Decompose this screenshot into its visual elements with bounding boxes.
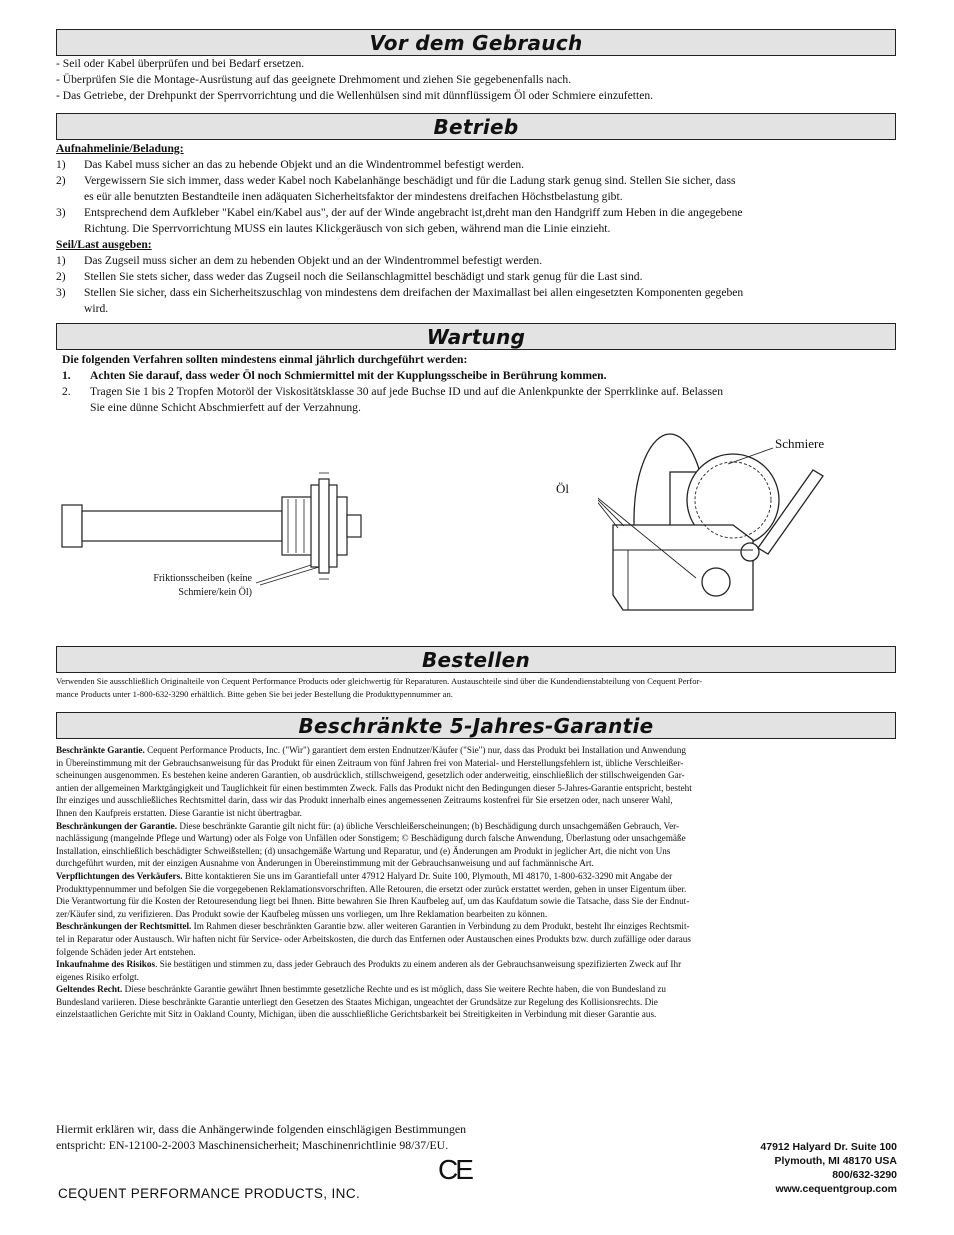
shaft-body [82,511,282,541]
warranty-line [56,983,886,996]
warranty-line [56,769,886,782]
warranty-heading: Inkaufnahme des Risikos [56,959,156,970]
section-header-warranty [56,712,896,739]
warranty-text: einzelstaatlichen Gerichte mit Sitz in Oakland County, Michigan, üben die ausschließliche Gerichtsbarkeit bei Streitigkeiten in Verbindung mit dieser Garantie aus. [56,1009,657,1020]
warranty-paragraph [56,820,886,870]
friction-disc [311,485,319,567]
warranty-line [56,744,886,757]
warranty-text: Ihr einziges und ausschließliches Rechtsmittel darin, dass wir das Produkt innerhalb eines angemessenen Zeitraums kostenfrei für Sie ersetzen oder, nach unserer Wahl, [56,795,673,806]
website-link[interactable]: www.cequentgroup.com [775,1183,897,1195]
section-header-maintenance [56,323,896,350]
item-number: 1) [56,158,66,171]
warranty-paragraph [56,958,886,983]
item-number: 2) [56,174,66,187]
item-number: 3) [56,206,66,219]
item-number: 3) [56,286,66,299]
list-item [56,205,896,237]
friction-discs-label [120,572,252,600]
section-header-before-use [56,29,896,56]
item-number: 2. [62,385,71,398]
warranty-text: Diese beschränkte Garantie gewährt Ihnen bestimmte gesetzliche Rechte und es ist möglich, dass Sie weitere Rechte haben, die von Bundesland zu [122,984,667,995]
warranty-line [56,895,886,908]
before-use-line: - Überprüfen Sie die Montage-Ausrüstung auf das geeignete Drehmoment und ziehen Sie gegebenenfalls nach. [56,73,572,86]
item-text: Sie eine dünne Schicht Abschmierfett auf der Verzahnung. [90,401,361,414]
friction-disc [329,485,337,567]
section-title: Wartung [426,325,526,349]
ordering-text [56,675,886,700]
shaft-end-cap [62,505,82,547]
declaration-line: entspricht: EN-12100-2-2003 Maschinensicherheit; Maschinenrichtlinie 98/37/EU. [56,1138,449,1152]
ordering-line: mance Products unter 1-800-632-3290 erhältlich. Bitte geben Sie bei jeder Bestellung die Produkttypennummer an. [56,688,453,699]
gear-disc [319,479,329,573]
warranty-heading: Beschränkungen der Garantie. [56,820,178,831]
item-text: es eür alle benutzten Bestandteile inen adäquaten Sicherheitsfaktor der mindestens dreifachen Höchstbelastung gibt. [84,190,623,203]
warranty-text [56,744,886,1021]
warranty-text: Bundesland variieren. Diese beschränkte Garantie unterliegt den Gesetzen des Staates Michigan, ungeachtet der Grundsätze zur Regelung des Kollisionsrechts. Die [56,996,658,1007]
list-item [56,157,896,173]
maintenance-intro: Die folgenden Verfahren sollten mindestens einmal jährlich durchgeführt werden: [62,353,468,366]
list-item [62,384,892,416]
warranty-line [56,996,886,1009]
item-text: Stellen Sie sicher, dass ein Sicherheitszuschlag von mindestens dem dreifachen der Maximallast bei allen eingesetzten Komponenten gegeben [84,286,744,299]
item-text: Das Kabel muss sicher an das zu hebende Objekt und an die Windentrommel befestigt werden. [84,158,525,171]
warranty-line [56,820,886,833]
warranty-heading: Geltendes Recht. [56,984,123,995]
warranty-text: folgende Schäden jeder Art entstehen. [56,946,196,957]
ordering-line: Verwenden Sie ausschließlich Originalteile von Cequent Performance Products oder gleichwertig für Reparaturen. Austauschteile sind über die Kundendienstabteilung von Cequent Perfor- [56,676,703,686]
warranty-text: in Übereinstimmung mit der Gebrauchsanweisung für das Produkt für einen Zeitraum von fünf Jahren frei von Material- und Herstellungsfehlern ist, übliche Verschleißer- [56,757,684,768]
warranty-text: durchgeführt wurden, mit der einzigen Ausnahme von Änderungen in Übereinstimmung mit der Gebrauchsanweisung und auf fachmännische Art. [56,858,594,869]
warranty-heading: Beschränkte Garantie. [56,745,145,755]
winch-shaft-end [741,543,759,561]
warranty-line [56,807,886,820]
phone-number: 800/632-3290 [832,1169,897,1181]
operation-subheading-payout: Seil/Last ausgeben: [56,238,152,251]
company-address [760,1140,897,1196]
item-text: Entsprechend dem Aufkleber "Kabel ein/Kabel aus", der auf der Winde angebracht ist,dreht man den Handgriff zum Heben in die angegebene [84,206,743,219]
item-text: Stellen Sie stets sicher, dass weder das Zugseil noch die Seilanschlagmittel beschädigt und stark genug für die Last sind. [84,270,643,283]
warranty-text: Cequent Performance Products, Inc. ("Wir") garantiert dem ersten Endnutzer/Käufer ("Sie") nur, dass das Produkt bei Installation und Anwendung [144,745,686,755]
maintenance-text [62,352,892,416]
item-text: wird. [84,302,109,315]
warranty-paragraph [56,983,886,1021]
oil-label: Öl [556,481,569,496]
friction-discs-label-line: Schmiere/kein Öl) [178,587,252,598]
list-item [56,285,896,317]
section-title: Bestellen [421,648,531,672]
warranty-line [56,870,886,883]
warranty-line [56,908,886,921]
operation-text [56,141,896,317]
list-item [56,173,896,205]
before-use-line: - Seil oder Kabel überprüfen und bei Bedarf ersetzen. [56,57,305,70]
address-line: Plymouth, MI 48170 USA [774,1155,897,1167]
warranty-text: . Sie bestätigen und stimmen zu, dass jeder Gebrauch des Produkts zu einem anderen als der Gebrauchsanweisung spezifizierten Zweck auf Ihr [155,959,682,970]
warranty-text: Ihnen den Kaufpreis erstatten. Diese Garantie ist nicht übertragbar. [56,807,302,818]
warranty-line [56,883,886,896]
warranty-text: scheinungen ausgenommen. Es bestehen keine anderen Garantien, ob ausdrücklich, stillschweigend, gesetzlich oder anderweitig, einschließlich der stillschweigenden Gar- [56,770,685,781]
warranty-line [56,971,886,984]
list-item [56,253,896,269]
warranty-text: eigenes Risiko erfolgt. [56,971,139,982]
before-use-line: - Das Getriebe, der Drehpunkt der Sperrvorrichtung und die Wellenhülsen sind mit dünnflüssigem Öl oder Schmiere einzufetten. [56,89,654,102]
winch-illustration [598,430,828,620]
ce-mark: CE [438,1154,471,1185]
warranty-heading: Verpflichtungen des Verkäufers. [56,870,183,881]
company-name: CEQUENT PERFORMANCE PRODUCTS, INC. [58,1186,361,1201]
section-title: Beschränkte 5-Jahres-Garantie [298,714,654,738]
item-number: 1) [56,254,66,267]
operation-subheading-loading: Aufnahmelinie/Beladung: [56,142,184,155]
warranty-text: Diese beschränkte Garantie gilt nicht für: (a) übliche Verschleißerscheinungen; (b) Beschädigung durch unsachgemäßen Gebrauch, Ver- [177,820,680,831]
item-text: Das Zugseil muss sicher an dem zu hebenden Objekt und an der Windentrommel befestigt werden. [84,254,543,267]
warranty-heading: Beschränkungen der Rechtsmittel. [56,921,192,932]
before-use-list [56,56,896,104]
friction-discs-label-line: Friktionsscheiben (keine [153,573,252,584]
warranty-line [56,958,886,971]
winch-pinion [702,568,730,596]
warranty-line [56,832,886,845]
item-text: Achten Sie darauf, dass weder Öl noch Schmiermittel mit der Kupplungsscheibe in Berührung kommen. [90,369,607,382]
section-header-ordering [56,646,896,673]
list-item [62,368,892,384]
warranty-line [56,845,886,858]
grease-label: Schmiere [775,436,825,451]
item-text: Vergewissern Sie sich immer, dass weder Kabel noch Kabelanhänge beschädigt und für die Ladung stark genug sind. Stellen Sie sicher, dass [84,174,736,187]
list-item [56,269,896,285]
warranty-line [56,933,886,946]
warranty-text: Bitte kontaktieren Sie uns im Garantiefall unter 47912 Halyard Dr. Suite 100, Plymouth, MI 48170, 1-800-632-3290 mit Angabe der [182,870,673,881]
shaft-collar [337,497,347,555]
warranty-line [56,920,886,933]
section-title: Betrieb [433,115,519,139]
warranty-text: antien der allgemeinen Marktgängigkeit und Tauglichkeit für einen bestimmten Zweck. Falls das Produkt nicht den Bedingungen dieser 5-Jahres-Garantie entspricht, besteht [56,782,692,793]
warranty-text: Installation, einschließlich beschädigter Schweißstellen; (d) unsachgemäße Wartung und Reparatur, und (e) Änderungen am Produkt in jeglicher Art, die nicht von Uns [56,845,671,856]
warranty-line [56,857,886,870]
warranty-text: tel in Reparatur oder Austausch. Wir haften nicht für Service- oder Arbeitskosten, die durch das Entfernen oder Austauschen eines Produkts bzw. durch zufällige oder daraus [56,933,691,944]
section-header-operation [56,113,896,140]
address-line: 47912 Halyard Dr. Suite 100 [760,1141,897,1153]
warranty-line [56,1008,886,1021]
item-number: 2) [56,270,66,283]
warranty-line [56,757,886,770]
shaft-tip [347,515,361,537]
item-text: Richtung. Die Sperrvorrichtung MUSS ein lautes Klickgeräusch von sich geben, während man die Linie einzieht. [84,222,611,235]
section-title: Vor dem Gebrauch [369,31,583,55]
item-number: 1. [62,369,71,382]
warranty-line [56,794,886,807]
warranty-paragraph [56,744,886,820]
warranty-paragraph [56,870,886,920]
warranty-text: Die Verantwortung für die Kosten der Retouresendung liegt bei Ihnen. Bitte bewahren Sie Ihren Kaufbeleg auf, um das Kaufdatum sowie die Tatsache, dass Sie der Endnut- [56,896,690,907]
warranty-paragraph [56,920,886,958]
warranty-text: nachlässigung (mangelnde Pflege und Wartung) oder als Folge von Unfällen oder Sonstigem; © Beschädigung durch falsche Anwendung, Überlastung oder unsachgemäße [56,833,686,844]
warranty-line [56,946,886,959]
warranty-text: Im Rahmen dieser beschränkten Garantie bzw. aller weiteren Garantien in Verbindung zu dem Produkt, besteht Ihr einziges Rechtsmit- [191,921,690,932]
warranty-line [56,782,886,795]
declaration-line: Hiermit erklären wir, dass die Anhängerwinde folgenden einschlägigen Bestimmungen [56,1122,467,1136]
warranty-text: Produkttypennummer und befolgen Sie die vorgegebenen Reklamationsvorschriften. Alle Retouren, die ersetzt oder zurück erstattet werden, gehen in unser Eigentum über. [56,883,687,894]
item-text: Tragen Sie 1 bis 2 Tropfen Motoröl der Viskositätsklasse 30 auf jede Buchse ID und auf die Anlenkpunkte der Sperrklinke auf. Belassen [90,385,723,398]
warranty-text: zer/Käufer sind, zu verifizieren. Das Produkt sowie der Kaufbeleg müssen uns vorliegen, um Ihre Reklamation bearbeiten zu können. [56,908,548,919]
